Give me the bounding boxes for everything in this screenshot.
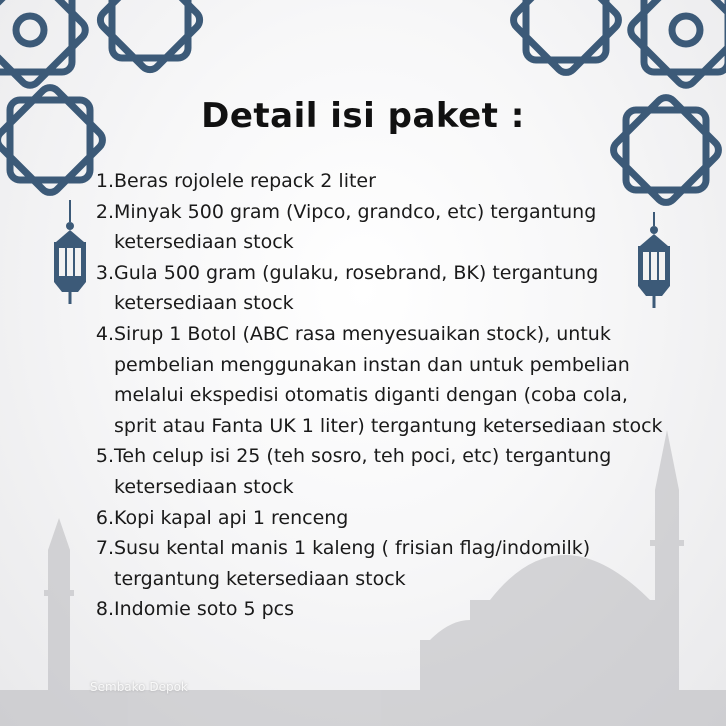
item-text: Gula 500 gram (gulaku, rosebrand, BK) tergantung ketersediaan stock: [114, 261, 599, 315]
item-text: Beras rojolele repack 2 liter: [114, 170, 376, 192]
item-text: Susu kental manis 1 kaleng ( frisian flag/indomilk) tergantung ketersediaan stock: [114, 537, 591, 590]
item-number: 3.: [95, 261, 114, 284]
item-text: Kopi kapal api 1 renceng: [114, 506, 349, 529]
item-number: 1.: [95, 170, 114, 192]
list-item: [90, 197, 670, 258]
item-number: 8.: [95, 598, 114, 621]
lantern-left-icon: [48, 200, 92, 310]
watermark: Sembako Depok: [90, 680, 188, 694]
list-item: [90, 594, 670, 625]
item-number: 6.: [95, 506, 114, 529]
item-text: Indomie soto 5 pcs: [114, 598, 295, 621]
list-item: [90, 503, 670, 534]
item-number: 5.: [95, 445, 114, 468]
list-item: [90, 533, 670, 594]
item-text: Teh celup isi 25 (teh sosro, teh poci, etc) tergantung ketersediaan stock: [114, 445, 612, 498]
package-items-list: [90, 166, 670, 625]
page-title: Detail isi paket :: [201, 96, 525, 136]
item-text: Sirup 1 Botol (ABC rasa menyesuaikan stock), untuk pembelian menggunakan instan dan untuk pembelian melalui ekspedisi otomatis diganti dengan (coba cola, sprit atau Fanta UK 1 liter) tergantung ketersediaan stock: [114, 322, 663, 437]
item-text: Minyak 500 gram (Vipco, grandco, etc) tergantung ketersediaan stock: [114, 200, 597, 254]
list-item: [90, 166, 670, 197]
item-number: 2.: [95, 200, 114, 223]
list-item: [90, 441, 670, 502]
item-number: 7.: [95, 537, 114, 560]
list-item: [90, 258, 670, 319]
item-number: 4.: [95, 322, 114, 345]
list-item: [90, 319, 670, 441]
